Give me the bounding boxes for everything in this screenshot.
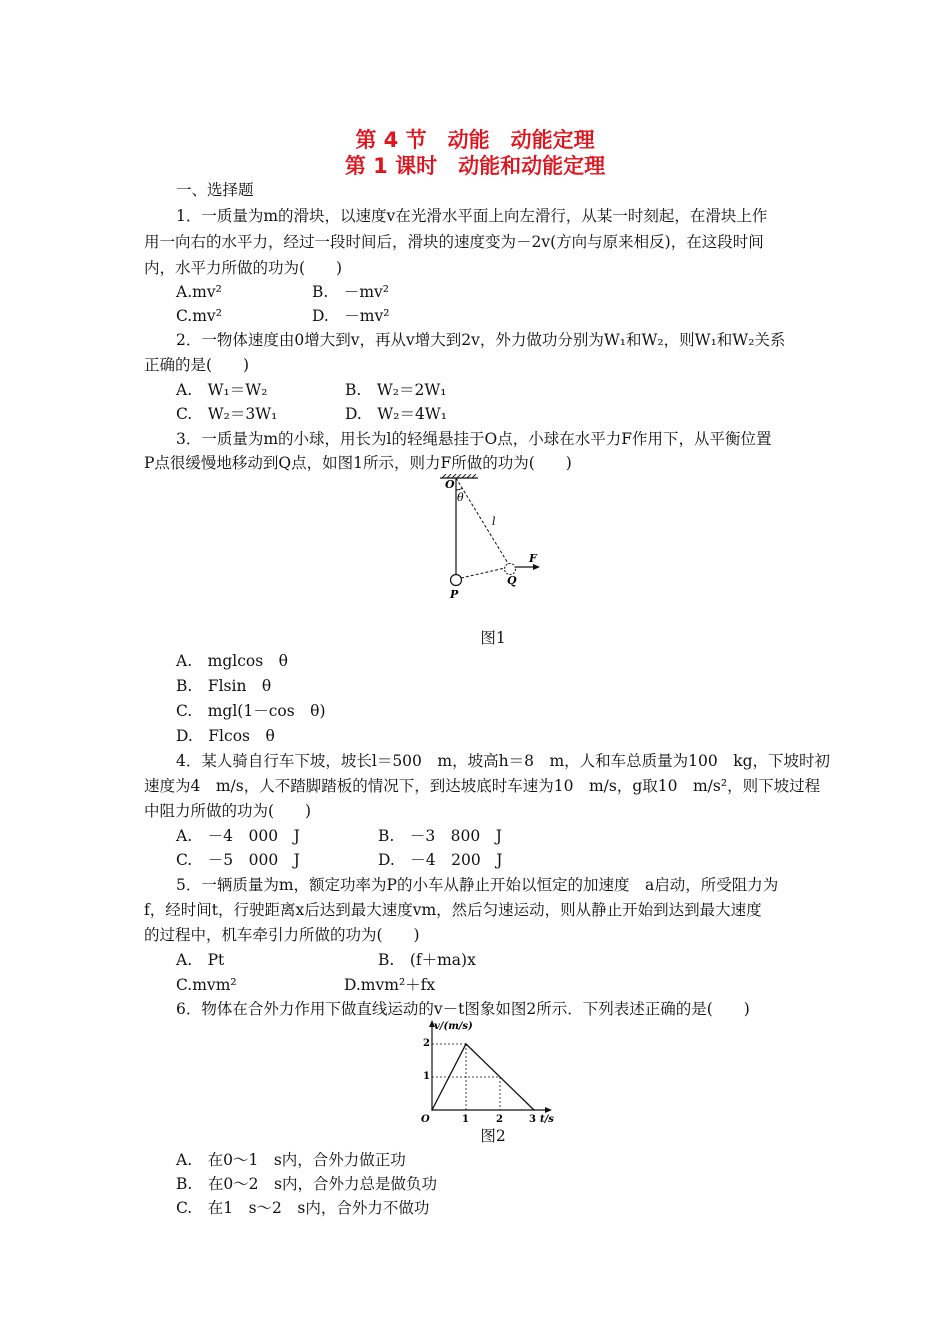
q4-line-3: 中阻力所做的功为( ): [144, 802, 312, 820]
q1-option-b[interactable]: B. －mv²: [312, 283, 389, 301]
section-heading: 一、选择题: [176, 181, 254, 199]
ball-q: [505, 564, 516, 575]
q4-option-a[interactable]: A. －4 000 J: [176, 827, 300, 845]
q3-option-d[interactable]: D. Flcos θ: [176, 727, 275, 745]
ball-p: [451, 575, 462, 586]
q6-line-1: 6．物体在合外力作用下做直线运动的v－t图象如图2所示．下列表述正确的是( ): [176, 1000, 750, 1018]
pendulum-figure: [430, 474, 560, 604]
rope-oq: [456, 478, 509, 565]
q5-option-a[interactable]: A. Pt: [176, 951, 225, 969]
q6-option-b[interactable]: B. 在0～2 s内，合外力总是做负功: [176, 1175, 437, 1193]
q3-option-b[interactable]: B. Flsin θ: [176, 677, 272, 695]
vt-point-1: [465, 1043, 467, 1045]
label-theta: θ: [457, 491, 464, 504]
q4-option-b[interactable]: B. －3 800 J: [378, 827, 502, 845]
y-axis-label: v/(m/s): [434, 1021, 473, 1032]
figure-2-caption: 图2: [480, 1127, 506, 1145]
q1-line-1: 1．一质量为m的滑块，以速度v在光滑水平面上向左滑行，从某一时刻起，在滑块上作: [176, 207, 768, 225]
label-l: l: [492, 515, 496, 528]
q1-option-c[interactable]: C.mv²: [176, 307, 222, 325]
q5-line-3: 的过程中，机车牵引力所做的功为( ): [144, 926, 420, 944]
vt-chart: [412, 1018, 562, 1124]
q6-option-a[interactable]: A. 在0～1 s内，合外力做正功: [176, 1151, 406, 1169]
origin-label: O: [421, 1114, 430, 1124]
x-axis-label: t/s: [540, 1114, 554, 1124]
q1-option-a[interactable]: A.mv²: [176, 283, 222, 301]
figure-1-caption: 图1: [480, 629, 506, 647]
q3-option-a[interactable]: A. mglcos θ: [176, 652, 288, 670]
x-tick-1: 1: [462, 1114, 469, 1124]
page-subtitle: 第 1 课时 动能和动能定理: [344, 154, 606, 178]
label-q: Q: [507, 574, 517, 587]
label-o: O: [445, 478, 455, 491]
vt-series-line: [432, 1044, 534, 1110]
q5-line-2: f，经时间t，行驶距离x后达到最大速度vm，然后匀速运动，则从静止开始到达到最大速度: [144, 901, 762, 919]
q2-line-2: 正确的是( ): [144, 356, 250, 374]
q2-line-1: 2．一物体速度由0增大到v，再从v增大到2v，外力做功分别为W₁和W₂，则W₁和W₂关系: [176, 331, 786, 349]
q3-option-c[interactable]: C. mgl(1－cos θ): [176, 702, 326, 720]
q5-option-b[interactable]: B. (f＋ma)x: [378, 951, 476, 969]
q4-line-2: 速度为4 m/s，人不踏脚踏板的情况下，到达坡底时车速为10 m/s，g取10 m/s²，则下坡过程: [144, 777, 821, 795]
x-tick-3: 3: [529, 1114, 536, 1124]
q1-line-3: 内，水平力所做的功为( ): [144, 259, 343, 277]
q2-option-d[interactable]: D. W₂＝4W₁: [345, 405, 447, 423]
q3-line-1: 3．一质量为m的小球，用长为l的轻绳悬挂于O点，小球在水平力F作用下，从平衡位置: [176, 430, 772, 448]
q5-option-c[interactable]: C.mvm²: [176, 976, 237, 994]
vt-point-2: [533, 1109, 535, 1111]
y-tick-2: 2: [423, 1038, 430, 1049]
y-tick-1: 1: [423, 1071, 430, 1082]
q2-option-a[interactable]: A. W₁＝W₂: [176, 381, 268, 399]
q4-line-1: 4．某人骑自行车下坡，坡长l＝500 m，坡高h＝8 m，人和车总质量为100 kg，下坡时初: [176, 752, 831, 770]
q4-option-c[interactable]: C. －5 000 J: [176, 851, 300, 869]
label-f: F: [529, 552, 537, 565]
q4-option-d[interactable]: D. －4 200 J: [378, 851, 503, 869]
q5-line-1: 5．一辆质量为m，额定功率为P的小车从静止开始以恒定的加速度 a启动，所受阻力为: [176, 876, 779, 894]
q5-option-d[interactable]: D.mvm²＋fx: [344, 976, 436, 994]
page-title: 第 4 节 动能 动能定理: [355, 128, 595, 152]
q1-option-d[interactable]: D. －mv²: [312, 307, 390, 325]
vt-point-0: [431, 1109, 433, 1111]
q6-option-c[interactable]: C. 在1 s～2 s内，合外力不做功: [176, 1199, 430, 1217]
label-p: P: [450, 588, 459, 601]
x-tick-2: 2: [496, 1114, 503, 1124]
q2-option-c[interactable]: C. W₂＝3W₁: [176, 405, 278, 423]
q2-option-b[interactable]: B. W₂＝2W₁: [345, 381, 447, 399]
q1-line-2: 用一向右的水平力，经过一段时间后，滑块的速度变为－2v(方向与原来相反)，在这段时间: [144, 233, 764, 251]
q3-line-2: P点很缓慢地移动到Q点，如图1所示，则力F所做的功为( ): [144, 454, 572, 472]
